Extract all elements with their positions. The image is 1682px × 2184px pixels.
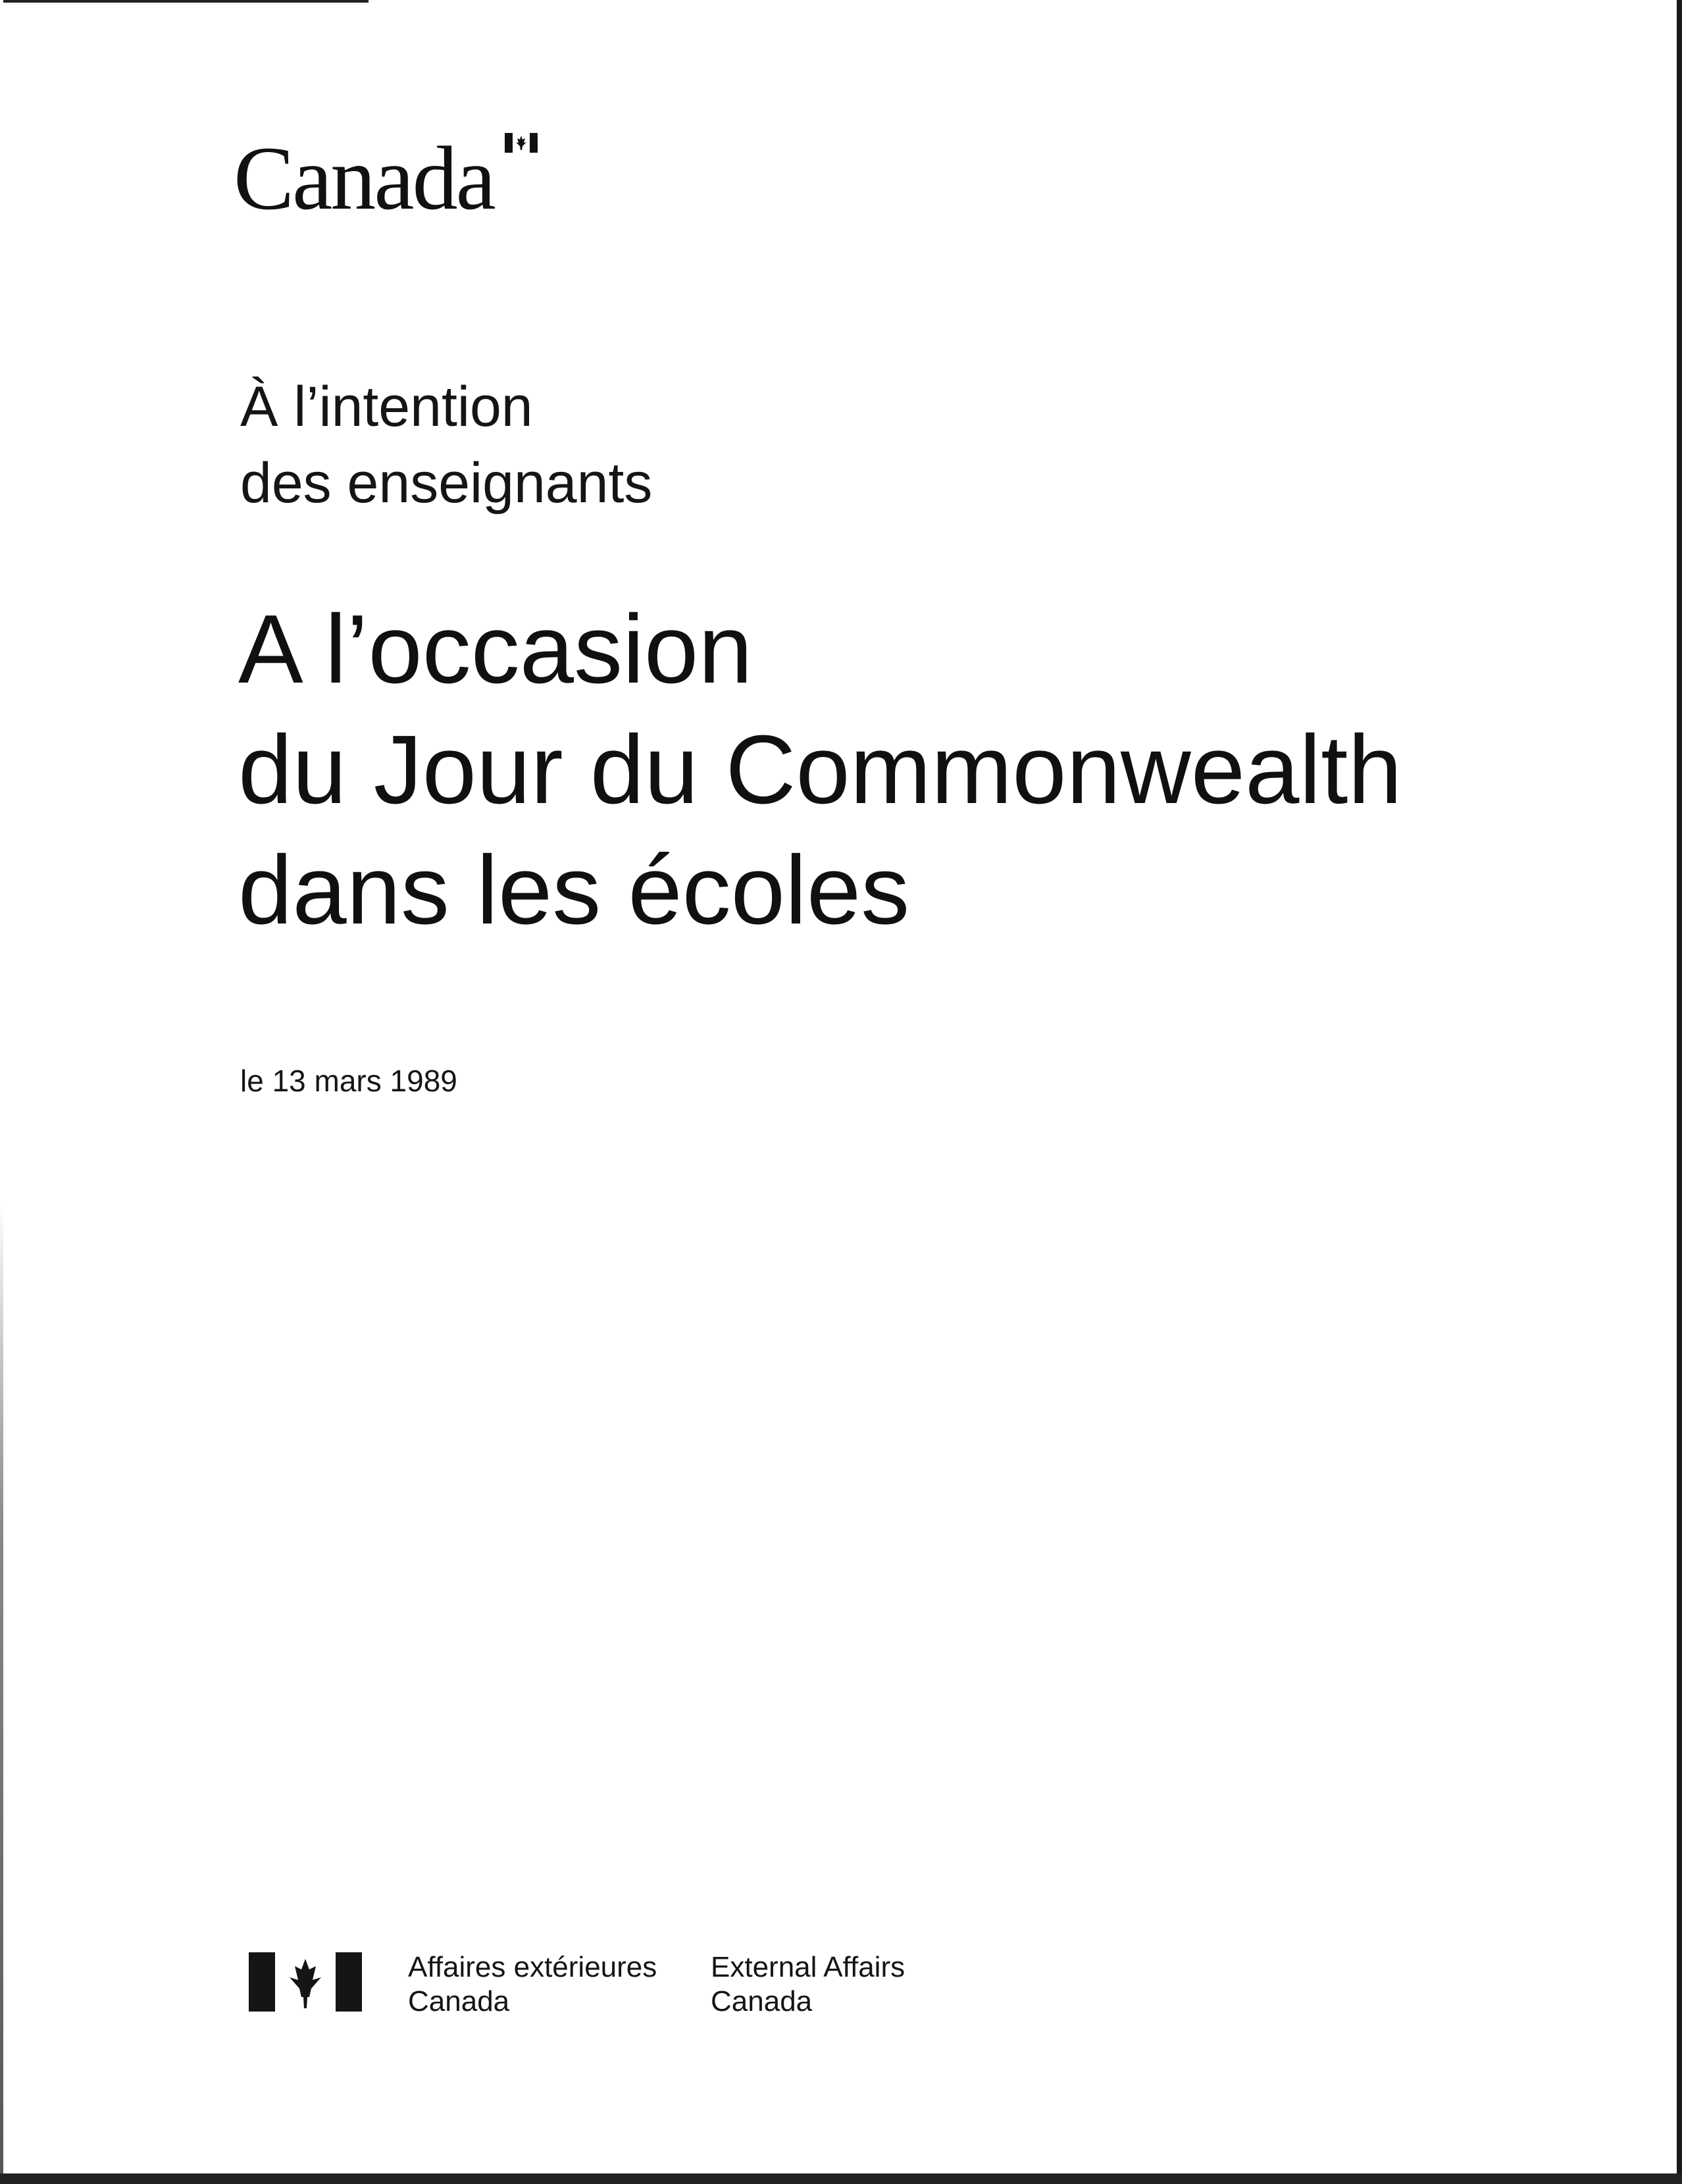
department-name-en — [711, 1950, 905, 2019]
department-name-fr — [408, 1950, 657, 2019]
title-line-2: du Jour du Commonwealth — [238, 715, 1402, 824]
page-edge-left — [0, 0, 3, 2184]
audience-line-2: des enseignants — [240, 452, 653, 515]
page-edge-bottom — [0, 2173, 1682, 2184]
department-en-line-1: External Affairs — [711, 1951, 905, 1983]
audience-line-1: À l’intention — [240, 375, 533, 438]
page-edge-right — [1677, 0, 1682, 2184]
department-fr-line-2: Canada — [408, 1985, 510, 2017]
canada-wordmark — [234, 125, 494, 228]
department-en-line-2: Canada — [711, 1985, 813, 2017]
page-edge-top — [0, 0, 369, 3]
canada-flag-icon — [505, 133, 538, 153]
document-date: le 13 mars 1989 — [240, 1064, 457, 1098]
canada-flag-icon — [249, 1952, 362, 2012]
audience-label — [240, 369, 652, 521]
page-title — [238, 589, 1402, 950]
title-line-3: dans les écoles — [238, 836, 910, 945]
wordmark-text: Canada — [234, 128, 494, 228]
title-line-1: A l’occasion — [238, 595, 753, 704]
department-fr-line-1: Affaires extérieures — [408, 1951, 657, 1983]
